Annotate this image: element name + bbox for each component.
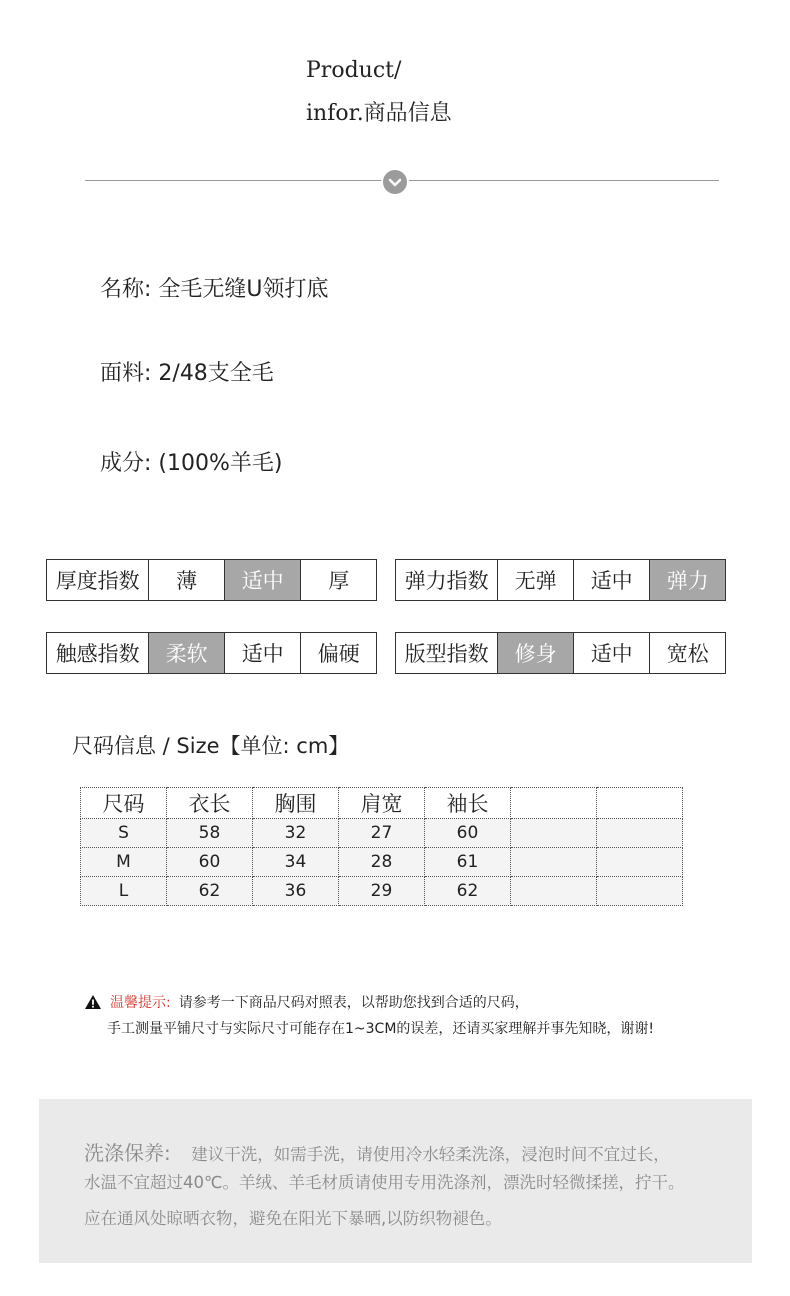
index-option: 适中 (224, 560, 301, 600)
fit-index (395, 632, 726, 674)
size-cell: S (81, 819, 167, 848)
size-cell: M (81, 848, 167, 877)
size-cell (597, 848, 683, 877)
size-cell: 62 (167, 877, 253, 906)
elasticity-index (395, 559, 726, 601)
size-header-cell: 胸围 (253, 788, 339, 819)
notice-text-1: 请参考一下商品尺码对照表，以帮助您找到合适的尺码， (178, 995, 529, 1011)
chevron-down-icon (383, 170, 407, 194)
index-label: 触感指数 (55, 642, 140, 666)
size-header-cell (511, 788, 597, 819)
index-option: 适中 (224, 633, 301, 673)
size-section-title: 尺码信息 / Size【单位: cm】 (72, 734, 350, 758)
index-label: 版型指数 (404, 642, 489, 666)
index-option: 修身 (497, 633, 573, 673)
header-title-line1: Product/ (306, 58, 402, 83)
size-cell: 62 (425, 877, 511, 906)
size-header-cell: 衣长 (167, 788, 253, 819)
size-cell: 32 (253, 819, 339, 848)
size-cell (511, 848, 597, 877)
size-cell (511, 877, 597, 906)
size-cell: 34 (253, 848, 339, 877)
header-title-line2: infor.商品信息 (306, 101, 452, 126)
size-header-cell: 袖长 (425, 788, 511, 819)
size-header-cell: 尺码 (81, 788, 167, 819)
index-option: 弹力 (649, 560, 725, 600)
index-option: 适中 (573, 633, 650, 673)
product-composition: 成分: (100%羊毛) (100, 451, 283, 476)
size-cell (511, 819, 597, 848)
table-row (81, 848, 683, 877)
index-option: 适中 (573, 560, 650, 600)
size-cell: 60 (167, 848, 253, 877)
index-option: 无弹 (497, 560, 573, 600)
index-option: 厚 (300, 560, 376, 600)
index-option: 偏硬 (300, 633, 376, 673)
index-option: 薄 (148, 560, 224, 600)
size-cell: 61 (425, 848, 511, 877)
size-table (80, 787, 683, 906)
size-cell: 28 (339, 848, 425, 877)
care-text-1: 建议干洗，如需手洗，请使用冷水轻柔洗涤，浸泡时间不宜过长， (191, 1145, 670, 1164)
warning-icon (84, 994, 102, 1010)
care-line-2: 水温不宜超过40℃。羊绒、羊毛材质请使用专用洗涤剂，漂洗时轻微揉搓，拧干。 (84, 1173, 685, 1192)
size-cell: 60 (425, 819, 511, 848)
table-row (81, 877, 683, 906)
size-header-cell: 肩宽 (339, 788, 425, 819)
size-table-header (81, 788, 683, 819)
size-cell: 29 (339, 877, 425, 906)
index-label: 厚度指数 (55, 569, 140, 593)
size-cell: 27 (339, 819, 425, 848)
table-row (81, 819, 683, 848)
care-line-3: 应在通风处晾晒衣物，避免在阳光下暴晒,以防织物褪色。 (84, 1209, 502, 1228)
size-cell: 58 (167, 819, 253, 848)
care-line-1 (84, 1137, 670, 1166)
size-cell (597, 877, 683, 906)
care-title: 洗涤保养: (84, 1141, 171, 1165)
size-cell: L (81, 877, 167, 906)
size-cell: 36 (253, 877, 339, 906)
product-name: 名称: 全毛无缝U领打底 (100, 277, 329, 302)
size-header-cell (597, 788, 683, 819)
notice-label: 温馨提示: (110, 995, 171, 1011)
touch-index (46, 632, 377, 674)
notice-line-1 (84, 992, 529, 1012)
index-label: 弹力指数 (404, 569, 489, 593)
product-fabric: 面料: 2/48支全毛 (100, 361, 274, 386)
size-cell (597, 819, 683, 848)
notice-line-2: 手工测量平铺尺寸与实际尺寸可能存在1~3CM的误差，还请买家理解并事先知晓，谢谢! (107, 1021, 655, 1037)
thickness-index (46, 559, 377, 601)
index-option: 宽松 (649, 633, 725, 673)
index-option: 柔软 (148, 633, 224, 673)
